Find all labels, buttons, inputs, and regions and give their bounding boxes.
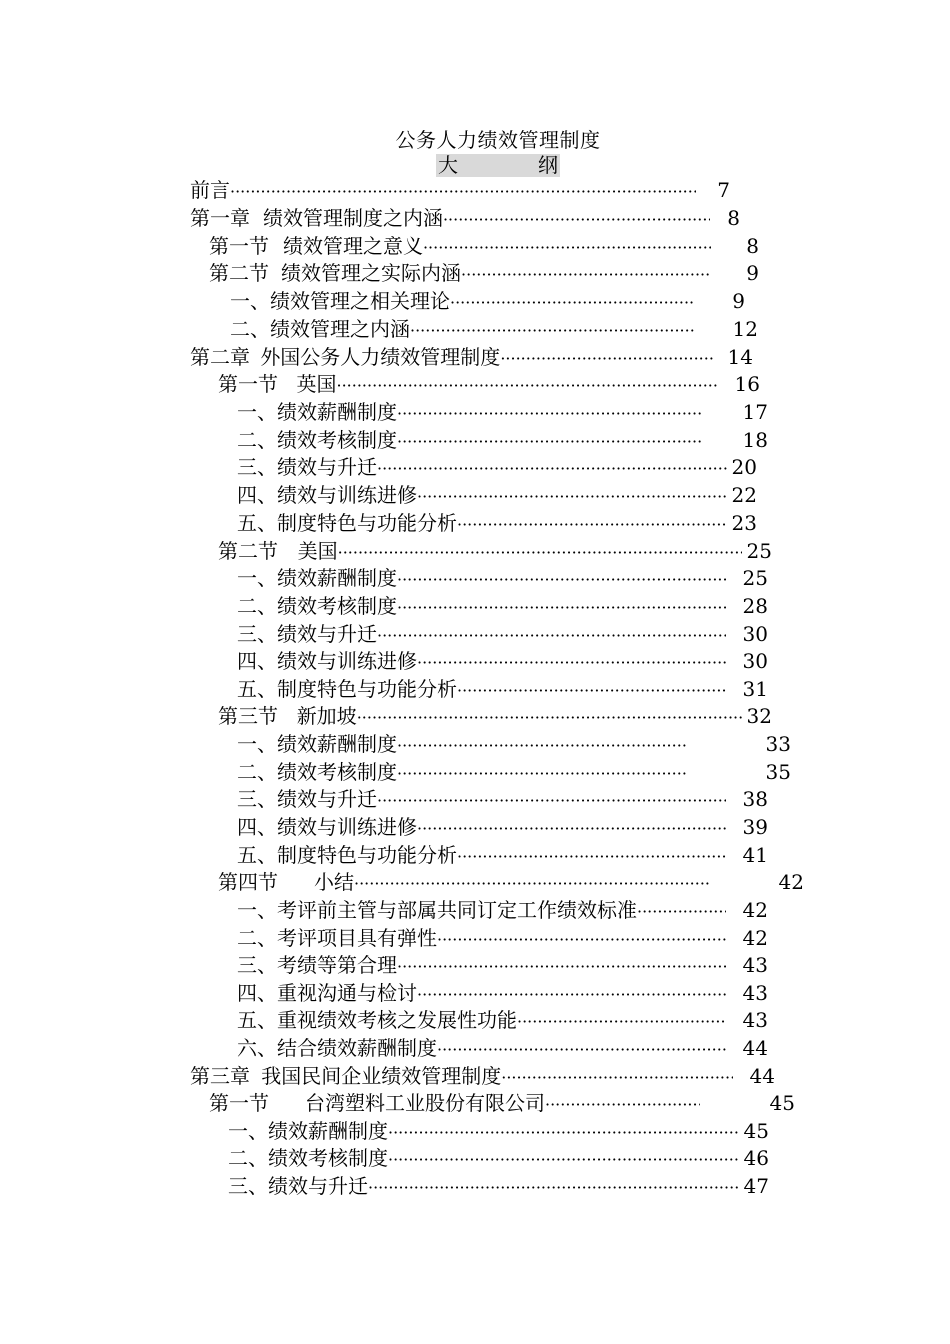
- toc-entry-label: 二、绩效考核制度: [237, 594, 397, 618]
- toc-entry-item[interactable]: [237, 565, 768, 592]
- toc-entry-item[interactable]: [237, 1007, 768, 1034]
- toc-entry-chapter[interactable]: [190, 344, 753, 371]
- toc-entry-label: 三、绩效与升迁: [237, 455, 377, 479]
- toc-entry-page: 41: [742, 843, 768, 867]
- outline-heading: [436, 154, 560, 177]
- toc-entry-label: 二、绩效管理之内涵: [230, 317, 410, 341]
- leader-dots: [417, 815, 726, 842]
- toc-entry-item[interactable]: [237, 482, 757, 509]
- toc-entry-page: 30: [742, 622, 768, 646]
- leader-dots: [397, 566, 726, 593]
- leader-dots: [450, 289, 695, 316]
- leader-dots: [230, 178, 696, 205]
- toc-entry-title: 绩效管理之实际内涵: [281, 261, 462, 285]
- leader-dots: [417, 483, 727, 510]
- toc-entry-label: 一、绩效薪酬制度: [237, 732, 397, 756]
- toc-entry-page: 33: [765, 732, 791, 756]
- toc-entry-item[interactable]: [237, 980, 768, 1007]
- toc-entry-page: 8: [727, 206, 740, 230]
- toc-entry-item[interactable]: [237, 759, 791, 786]
- toc-entry-item[interactable]: [237, 648, 768, 675]
- toc-entry-label: 三、绩效与升迁: [237, 622, 377, 646]
- leader-dots: [417, 981, 726, 1008]
- toc-entry-page: 9: [732, 289, 745, 313]
- leader-dots: [457, 511, 727, 538]
- toc-entry-page: 42: [742, 898, 768, 922]
- toc-entry-label: 二、绩效考核制度: [237, 428, 397, 452]
- toc-entry-title: 新加坡: [296, 704, 357, 728]
- leader-dots: [397, 732, 687, 759]
- toc-entry-title: 我国民间企业绩效管理制度: [261, 1064, 502, 1088]
- toc-entry-item[interactable]: [237, 427, 768, 454]
- toc-entry-page: 18: [742, 428, 768, 452]
- toc-entry-title: 英国: [296, 372, 337, 396]
- toc-entry-label: 二、考评项目具有弹性: [237, 926, 437, 950]
- outline-heading-char-1: 大: [438, 153, 458, 177]
- toc-entry-page: 20: [731, 455, 757, 479]
- toc-entry-label: 第三节: [218, 704, 278, 728]
- toc-entry-item[interactable]: [237, 593, 768, 620]
- toc-entry-label: 第三章: [190, 1064, 250, 1088]
- leader-dots: [337, 372, 719, 399]
- toc-entry-label: 一、绩效薪酬制度: [228, 1119, 388, 1143]
- toc-entry-page: 30: [742, 649, 768, 673]
- toc-entry-page: 43: [742, 981, 768, 1005]
- toc-entry-page: 22: [731, 483, 757, 507]
- toc-entry-label: 第一节: [218, 372, 278, 396]
- toc-entry-label: 一、绩效管理之相关理论: [230, 289, 450, 313]
- leader-dots: [437, 1036, 726, 1063]
- toc-entry-label: 第一节: [209, 234, 269, 258]
- leader-dots: [397, 428, 702, 455]
- toc-entry-item[interactable]: [237, 731, 791, 758]
- toc-entry-item[interactable]: [237, 676, 768, 703]
- leader-dots: [437, 926, 726, 953]
- leader-dots: [368, 1174, 739, 1201]
- toc-entry-label: 五、重视绩效考核之发展性功能: [237, 1008, 517, 1032]
- leader-dots: [501, 1064, 733, 1091]
- toc-entry-title: 外国公务人力绩效管理制度: [260, 345, 501, 369]
- toc-entry-section[interactable]: [218, 869, 804, 896]
- toc-entry-label: 四、绩效与训练进修: [237, 649, 417, 673]
- toc-entry-page: 46: [743, 1146, 769, 1170]
- toc-entry-page: 14: [727, 345, 753, 369]
- toc-entry-item[interactable]: [230, 316, 758, 343]
- leader-dots: [397, 760, 687, 787]
- toc-entry-page: 44: [742, 1036, 768, 1060]
- toc-entry-label: 五、制度特色与功能分析: [237, 843, 457, 867]
- toc-entry-item[interactable]: [237, 897, 768, 924]
- leader-dots: [423, 234, 711, 261]
- toc-entry-page: 39: [742, 815, 768, 839]
- toc-entry-page: 47: [743, 1174, 769, 1198]
- leader-dots: [397, 953, 726, 980]
- toc-entry-label: 第一章: [190, 206, 250, 230]
- toc-entry-item[interactable]: [237, 952, 768, 979]
- leader-dots: [637, 898, 726, 925]
- toc-entry-title: 小结: [314, 870, 354, 894]
- toc-entry-item[interactable]: [237, 454, 757, 481]
- leader-dots: [545, 1091, 700, 1118]
- toc-entry-label: 第一节: [209, 1091, 269, 1115]
- toc-entry-page: 23: [731, 511, 757, 535]
- toc-entry-page: 32: [746, 704, 772, 728]
- leader-dots: [443, 206, 710, 233]
- toc-entry-label: 一、绩效薪酬制度: [237, 566, 397, 590]
- toc-entry-section[interactable]: [209, 1090, 795, 1117]
- leader-dots: [388, 1119, 739, 1146]
- toc-entry-page: 35: [765, 760, 791, 784]
- toc-entry-page: 25: [742, 566, 768, 590]
- toc-entry-page: 9: [746, 261, 759, 285]
- toc-entry-chapter[interactable]: [190, 1063, 775, 1090]
- toc-entry-item[interactable]: [237, 786, 768, 813]
- toc-entry-label: 三、绩效与升迁: [228, 1174, 368, 1198]
- toc-entry-item[interactable]: [228, 1173, 769, 1200]
- leader-dots: [354, 870, 710, 897]
- toc-entry-section[interactable]: [209, 233, 759, 260]
- toc-entry-page: 28: [742, 594, 768, 618]
- toc-entry-page: 43: [742, 1008, 768, 1032]
- toc-entry-title: 台湾塑料工业股份有限公司: [305, 1091, 545, 1115]
- toc-entry-label: 第二节: [218, 539, 278, 563]
- toc-entry-label: 一、绩效薪酬制度: [237, 400, 397, 424]
- toc-entry-item[interactable]: [228, 1145, 769, 1172]
- toc-entry-item[interactable]: [237, 842, 768, 869]
- toc-entry-item[interactable]: [230, 288, 745, 315]
- toc-entry-item[interactable]: [237, 1035, 768, 1062]
- toc-entry-label: 前言: [190, 178, 230, 202]
- toc-entry-page: 17: [742, 400, 768, 424]
- toc-entry-label: 五、制度特色与功能分析: [237, 677, 457, 701]
- toc-entry-label: 第四节: [218, 870, 278, 894]
- toc-entry-label: 六、结合绩效薪酬制度: [237, 1036, 437, 1060]
- toc-entry-page: 45: [743, 1119, 769, 1143]
- toc-entry-label: 四、绩效与训练进修: [237, 483, 417, 507]
- toc-entry-label: 一、考评前主管与部属共同订定工作绩效标准: [237, 898, 637, 922]
- toc-entry-label: 五、制度特色与功能分析: [237, 511, 457, 535]
- toc-entry-item[interactable]: [237, 814, 768, 841]
- leader-dots: [410, 317, 696, 344]
- toc-entry-chapter[interactable]: [190, 205, 740, 232]
- leader-dots: [517, 1008, 726, 1035]
- toc-entry-preface[interactable]: [190, 177, 730, 204]
- toc-entry-item[interactable]: [237, 399, 768, 426]
- toc-entry-label: 第二章: [190, 345, 250, 369]
- toc-entry-page: 43: [742, 953, 768, 977]
- toc-entry-label: 四、重视沟通与检讨: [237, 981, 417, 1005]
- leader-dots: [338, 539, 742, 566]
- toc-entry-page: 31: [742, 677, 768, 701]
- leader-dots: [357, 704, 742, 731]
- toc-entry-title: 美国: [297, 539, 338, 563]
- toc-entry-title: 绩效管理制度之内涵: [262, 206, 443, 230]
- toc-entry-page: 44: [749, 1064, 775, 1088]
- toc-entry-page: 16: [734, 372, 760, 396]
- leader-dots: [397, 400, 702, 427]
- toc-entry-page: 45: [769, 1091, 795, 1115]
- leader-dots: [377, 455, 727, 482]
- toc-entry-item[interactable]: [237, 925, 768, 952]
- leader-dots: [457, 677, 726, 704]
- toc-entry-page: 8: [746, 234, 759, 258]
- toc-entry-section[interactable]: [209, 260, 759, 287]
- document-title: 公务人力绩效管理制度: [395, 128, 601, 152]
- toc-entry-label: 二、绩效考核制度: [228, 1146, 388, 1170]
- toc-entry-page: 42: [778, 870, 804, 894]
- leader-dots: [417, 649, 726, 676]
- toc-entry-page: 42: [742, 926, 768, 950]
- toc-entry-item[interactable]: [237, 510, 757, 537]
- leader-dots: [388, 1146, 739, 1173]
- toc-entry-page: 7: [717, 178, 730, 202]
- toc-entry-title: 绩效管理之意义: [282, 234, 423, 258]
- toc-entry-section[interactable]: [218, 538, 772, 565]
- toc-entry-section[interactable]: [218, 703, 772, 730]
- leader-dots: [457, 843, 726, 870]
- toc-entry-item[interactable]: [228, 1118, 769, 1145]
- toc-entry-page: 38: [742, 787, 768, 811]
- toc-entry-label: 二、绩效考核制度: [237, 760, 397, 784]
- toc-entry-page: 12: [732, 317, 758, 341]
- toc-entry-page: 25: [746, 539, 772, 563]
- toc-entry-label: 第二节: [209, 261, 269, 285]
- leader-dots: [377, 787, 726, 814]
- leader-dots: [397, 594, 726, 621]
- toc-entry-label: 四、绩效与训练进修: [237, 815, 417, 839]
- toc-entry-label: 三、绩效与升迁: [237, 787, 377, 811]
- outline-heading-char-2: 纲: [538, 153, 558, 177]
- leader-dots: [500, 345, 713, 372]
- leader-dots: [377, 622, 726, 649]
- toc-entry-section[interactable]: [218, 371, 760, 398]
- leader-dots: [461, 261, 709, 288]
- toc-entry-label: 三、考绩等第合理: [237, 953, 397, 977]
- toc-entry-item[interactable]: [237, 621, 768, 648]
